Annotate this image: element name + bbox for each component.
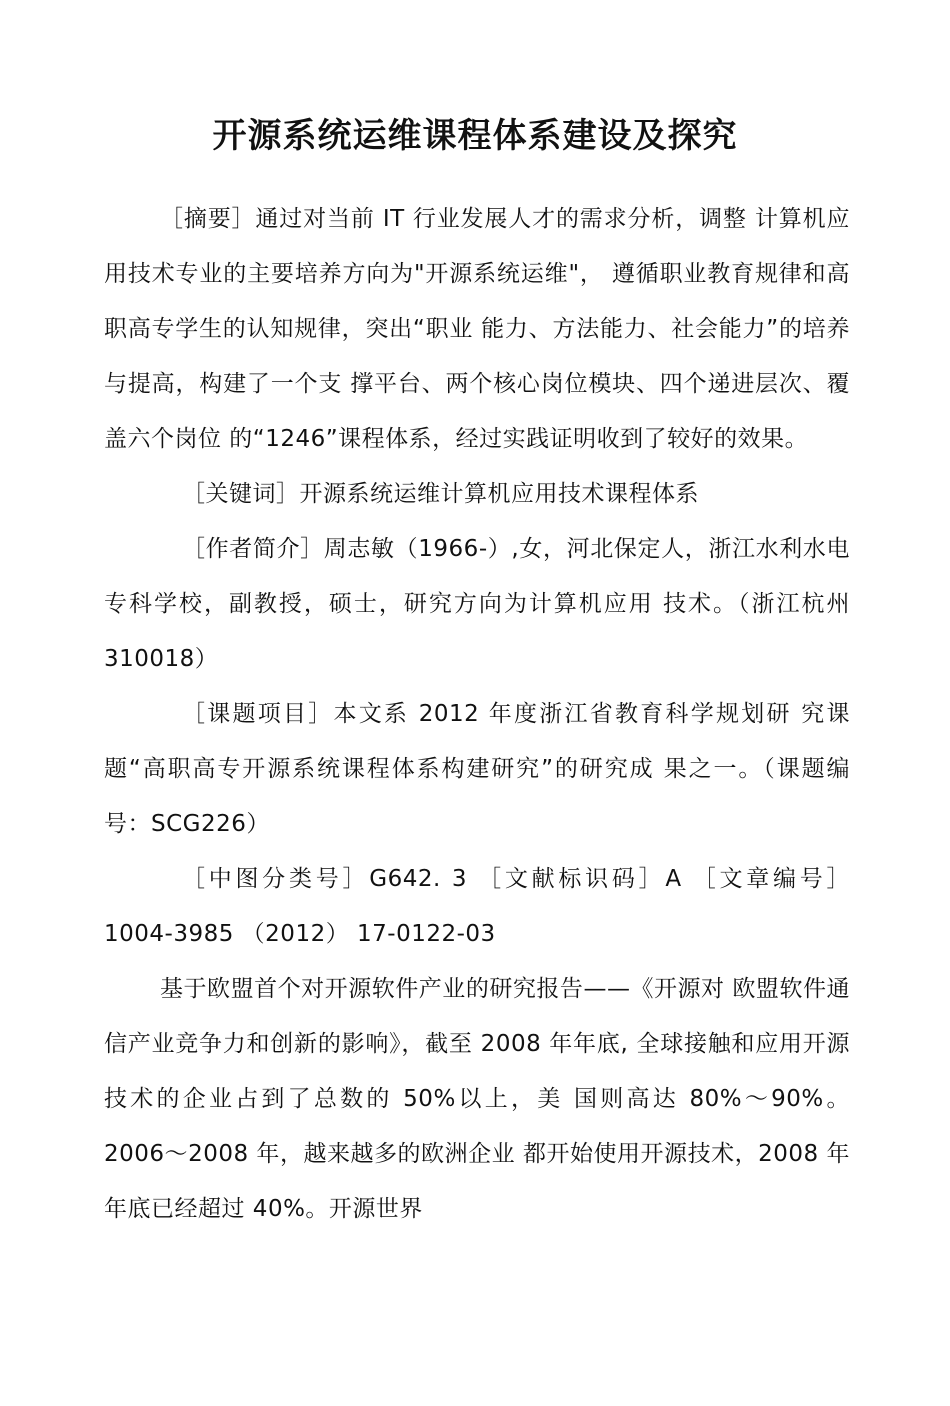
project-paragraph: ［课题项目］本文系 2012 年度浙江省教育科学规划研 究课题“高职高专开源系统课程体系构建研究”的研究成 果之一。（课题编号：SCG226） — [104, 701, 850, 837]
keywords-paragraph: ［关键词］开源系统运维计算机应用技术课程体系 — [182, 481, 699, 507]
author-bio-paragraph: ［作者简介］周志敏（1966-）,女，河北保定人，浙江水利水电专科学校，副教授，硕士，研究方向为计算机应用 技术。（浙江杭州 310018） — [104, 536, 850, 672]
abstract-paragraph: ［摘要］通过对当前 IT 行业发展人才的需求分析，调整 计算机应用技术专业的主要培养方向为"开源系统运维"， 遵循职业教育规律和高职高专学生的认知规律，突出“职业 能力、方法能力、社会能力”的培养与提高，构建了一个支 撑平台、两个核心岗位模块、四个递进层次、覆盖六个岗位 的“1246”课程体系，经过实践证明收到了较好的效果。 — [104, 206, 850, 452]
document-body — [104, 192, 850, 1237]
document-title: 开源系统运维课程体系建设及探究 — [212, 115, 738, 156]
body-paragraph: 基于欧盟首个对开源软件产业的研究报告——《开源对 欧盟软件通信产业竞争力和创新的影响》，截至 2008 年年底, 全球接触和应用开源技术的企业占到了总数的 50%以上，美 国则高达 80%〜90%。2006〜2008 年，越来越多的欧洲企业 都开始使用开源技术，2008 年年底已经超过 40%。开源世界 — [104, 976, 850, 1222]
classification-paragraph: ［中图分类号］G642. 3 ［文献标识码］A ［文章编号］ 1004-3985 （2012） 17-0122-03 — [104, 866, 850, 947]
